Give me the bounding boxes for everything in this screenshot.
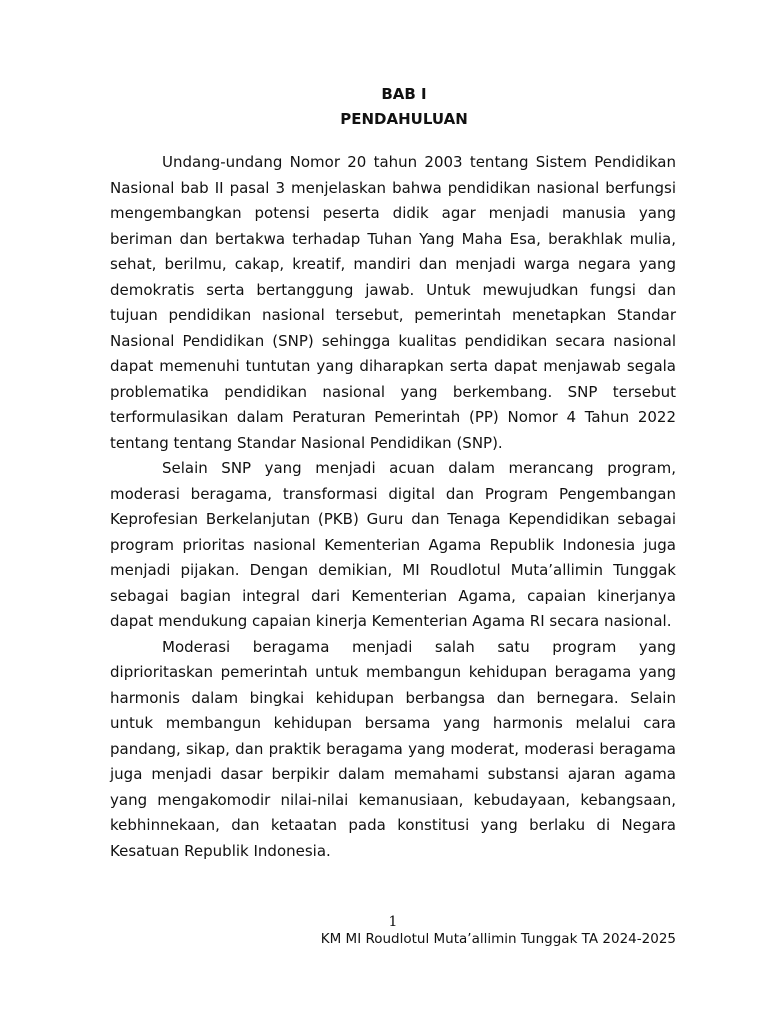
paragraph: Selain SNP yang menjadi acuan dalam merancang program, moderasi beragama, transformasi digital dan Program Pengembangan Keprofesian Berkelanjutan (PKB) Guru dan Tenaga Kependidikan sebagai program prioritas nasional Kementerian Agama Republik Indonesia juga menjadi pijakan. Dengan demikian, MI Roudlotul Muta’allimin Tunggak sebagai bagian integral dari Kementerian Agama, capaian kinerjanya dapat mendukung capaian kinerja Kementerian Agama RI secara nasional. (110, 459, 676, 630)
chapter-title: PENDAHULUAN (340, 110, 468, 128)
paragraph: Undang-undang Nomor 20 tahun 2003 tentang Sistem Pendidikan Nasional bab II pasal 3 menjelaskan bahwa pendidikan nasional berfungsi mengembangkan potensi peserta didik agar menjadi manusia yang beriman dan bertakwa terhadap Tuhan Yang Maha Esa, berakhlak mulia, sehat, berilmu, cakap, kreatif, mandiri dan menjadi warga negara yang demokratis serta bertanggung jawab. Untuk mewujudkan fungsi dan tujuan pendidikan nasional tersebut, pemerintah menetapkan Standar Nasional Pendidikan (SNP) sehingga kualitas pendidikan secara nasional dapat memenuhi tuntutan yang diharapkan serta dapat menjawab segala problematika pendidikan nasional yang berkembang. SNP tersebut terformulasikan dalam Peraturan Pemerintah (PP) Nomor 4 Tahun 2022 tentang tentang Standar Nasional Pendidikan (SNP). (110, 153, 676, 452)
page-footer: KM MI Roudlotul Muta’allimin Tunggak TA 2024-2025 (320, 931, 676, 947)
page-number: 1 (388, 914, 398, 930)
document-body (110, 150, 676, 864)
chapter-heading: BAB I (381, 85, 427, 103)
paragraph: Moderasi beragama menjadi salah satu program yang diprioritaskan pemerintah untuk membangun kehidupan beragama yang harmonis dalam bingkai kehidupan berbangsa dan bernegara. Selain untuk membangun kehidupan bersama yang harmonis melalui cara pandang, sikap, dan praktik beragama yang moderat, moderasi beragama juga menjadi dasar berpikir dalam memahami substansi ajaran agama yang mengakomodir nilai-nilai kemanusiaan, kebudayaan, kebangsaan, kebhinnekaan, dan ketaatan pada konstitusi yang berlaku di Negara Kesatuan Republik Indonesia. (110, 637, 676, 860)
